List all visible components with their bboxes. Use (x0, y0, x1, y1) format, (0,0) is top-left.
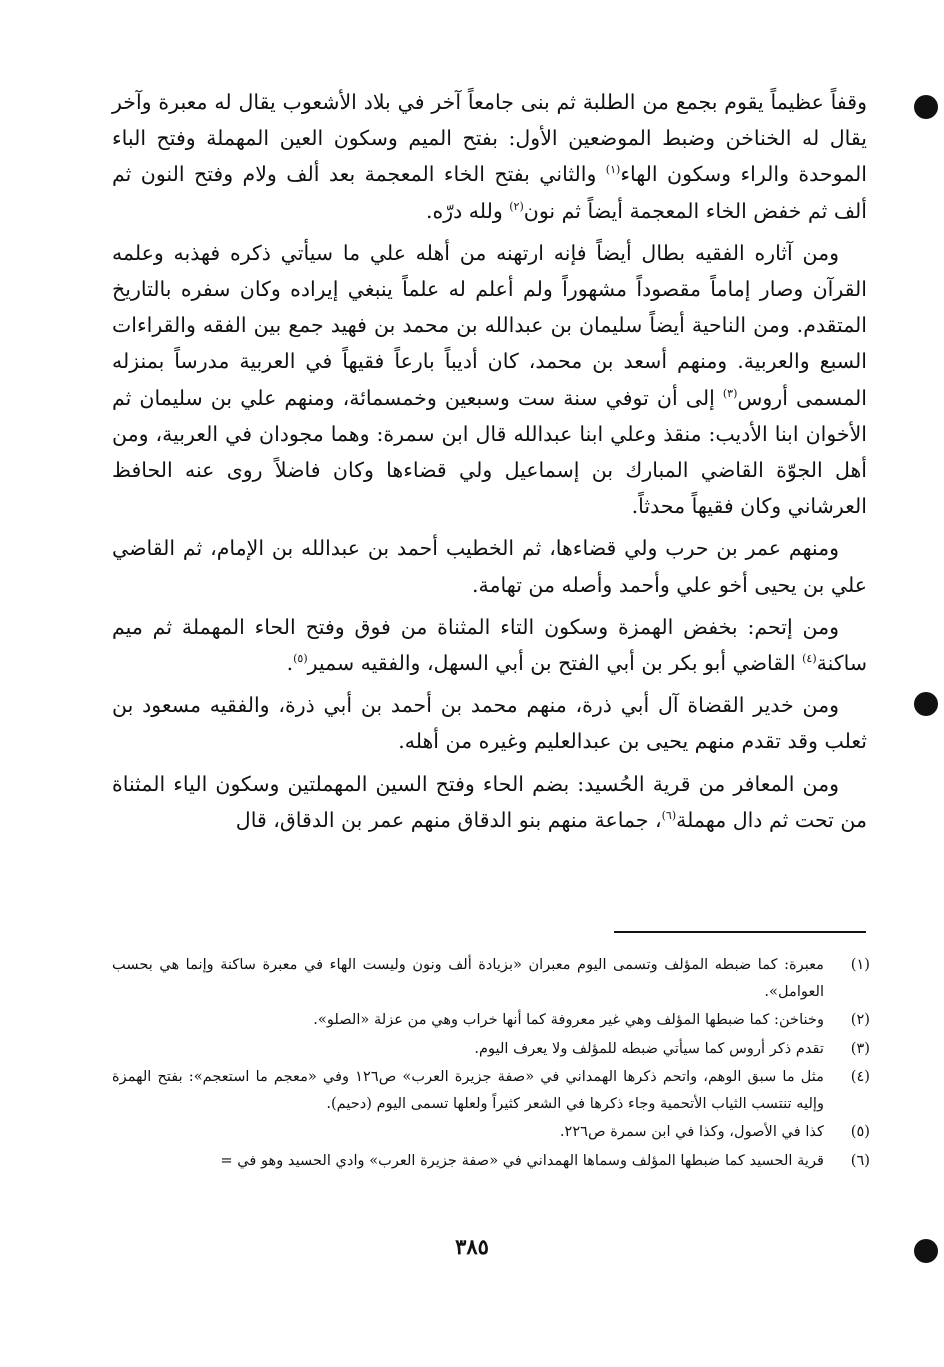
footnote-6 (112, 1148, 870, 1175)
footnote-text: وخناخن: كما ضبطها المؤلف وهي غير معروفة كما أنها خراب وهي من عزلة «الصلو». (313, 1011, 824, 1028)
paragraph-5 (112, 687, 867, 759)
footnote-text: معبرة: كما ضبطه المؤلف وتسمى اليوم معبران «بزيادة ألف ونون وليست الهاء في معبرة ساكنة وإنما هي بحسب العوامل». (112, 956, 824, 1000)
footnote-text: مثل ما سبق الوهم، واتحم ذكرها الهمداني في «صفة جزيرة العرب» ص١٢٦ وفي «معجم ما استعجم»: بفتح الهمزة وإليه تنتسب الثياب الأتحمية وجاء ذكرها في الشعر كثيراً ولعلها تسمى اليوم (دحيم). (112, 1068, 824, 1112)
footnote-4 (112, 1064, 870, 1117)
footnote-ref-6: (٦) (661, 809, 677, 823)
paragraph-text: القاضي أبو بكر بن أبي الفتح بن أبي السهل، والفقيه سمير (307, 651, 803, 676)
margin-bullet-top (914, 95, 938, 119)
footnote-text: كذا في الأصول، وكذا في ابن سمرة ص٢٢٦. (559, 1123, 824, 1140)
footnotes (112, 952, 870, 1176)
paragraph-text: ومن إتحم: بخفض الهمزة وسكون التاء المثناة من فوق وفتح الحاء المهملة ثم ميم ساكنة (112, 614, 867, 676)
footnote-ref-3: (٣) (722, 386, 738, 400)
paragraph-text: ومن آثاره الفقيه بطال أيضاً فإنه ارتهنه من أهله علي ما سيأتي ذكره فهذبه وعلمه القرآن وصار إماماً مقصوداً مشهوراً ولم أعلم له علماً ينبغي إيراده وكان سفره بالتاريخ المتقدم. ومن الناحية أيضاً سليمان بن عبدالله بن محمد بن فهيد جمع بين الفقه والقراءات السبع والعربية. ومنهم أسعد بن محمد، كان أديباً بارعاً فقيهاً في العربية مدرساً بمنزله المسمى أروس (112, 240, 867, 410)
paragraph-text: إلى أن توفي سنة ست وسبعين وخمسمائة، ومنهم علي بن سليمان ثم الأخوان ابنا الأديب: منقذ وعلي ابنا عبدالله قال ابن سمرة: وهما مجودان في العربية، ومن أهل الجوّة القاضي المبارك بن إسماعيل ولي قضاءها وكان فاضلاً روى عنه الحافظ العرشاني وكان فقيهاً محدثاً. (112, 385, 867, 519)
paragraph-text: والثاني بفتح الخاء المعجمة بعد ألف ولام وفتح النون ثم ألف ثم خفض الخاء المعجمة أيضاً ثم نون (112, 162, 867, 223)
footnote-number: (١) (850, 956, 870, 973)
footnote-separator (614, 931, 866, 933)
footnote-5 (112, 1119, 870, 1146)
footnote-number: (٣) (850, 1039, 870, 1057)
paragraph-6 (112, 766, 867, 838)
paragraph-4 (112, 609, 867, 681)
paragraph-text: ، جماعة منهم بنو الدقاق منهم عمر بن الدقاق، قال (235, 807, 662, 832)
footnote-number: (٥) (850, 1123, 870, 1140)
page-number: ٣٨٥ (455, 1234, 489, 1259)
footnote-3 (112, 1036, 870, 1063)
paragraph-text: وقفاً عظيماً يقوم بجمع من الطلبة ثم بنى جامعاً آخر في بلاد الأشعوب يقال له معبرة وآخر يقال له الخناخن وضبط الموضعين الأول: بفتح الميم وسكون العين المهملة وفتح الباء الموحدة والراء وسكون الهاء (112, 90, 867, 187)
paragraph-text: ومنهم عمر بن حرب ولي قضاءها، ثم الخطيب أحمد بن عبدالله بن الإمام، ثم القاضي علي بن يحيى أخو علي وأحمد وأصله من تهامة. (112, 536, 867, 597)
margin-bullet-middle (914, 692, 938, 716)
footnote-ref-1: (١) (605, 163, 621, 177)
paragraph-text: ولله درّه. (426, 198, 510, 223)
paragraph-3 (112, 530, 867, 602)
footnote-number: (٤) (850, 1068, 870, 1085)
paragraph-text: . (286, 651, 294, 676)
main-text (112, 84, 867, 844)
paragraph-1 (112, 84, 867, 229)
footnote-2 (112, 1007, 870, 1034)
paragraph-text: ومن المعافر من قرية الحُسيد: بضم الحاء وفتح السين المهملتين وسكون الياء المثناة من تحت ثم دال مهملة (112, 771, 867, 832)
footnote-1 (112, 952, 870, 1005)
footnote-ref-2: (٢) (509, 199, 524, 213)
paragraph-text: ومن خدير القضاة آل أبي ذرة، منهم محمد بن أحمد بن أبي ذرة، والفقيه مسعود بن ثعلب وقد تقدم منهم يحيى بن عبدالعليم وغيره من أهله. (112, 693, 867, 754)
footnote-ref-4: (٤) (802, 652, 817, 666)
footnote-text: قرية الحسيد كما ضبطها المؤلف وسماها الهمداني في «صفة جزيرة العرب» وادي الحسيد وهو في = (220, 1151, 824, 1169)
footnote-number: (٦) (850, 1151, 870, 1169)
footnote-ref-5: (٥) (293, 652, 308, 666)
footnote-number: (٢) (850, 1011, 870, 1028)
footnote-text: تقدم ذكر أروس كما سيأتي ضبطه للمؤلف ولا يعرف اليوم. (474, 1039, 824, 1057)
paragraph-2 (112, 235, 867, 525)
